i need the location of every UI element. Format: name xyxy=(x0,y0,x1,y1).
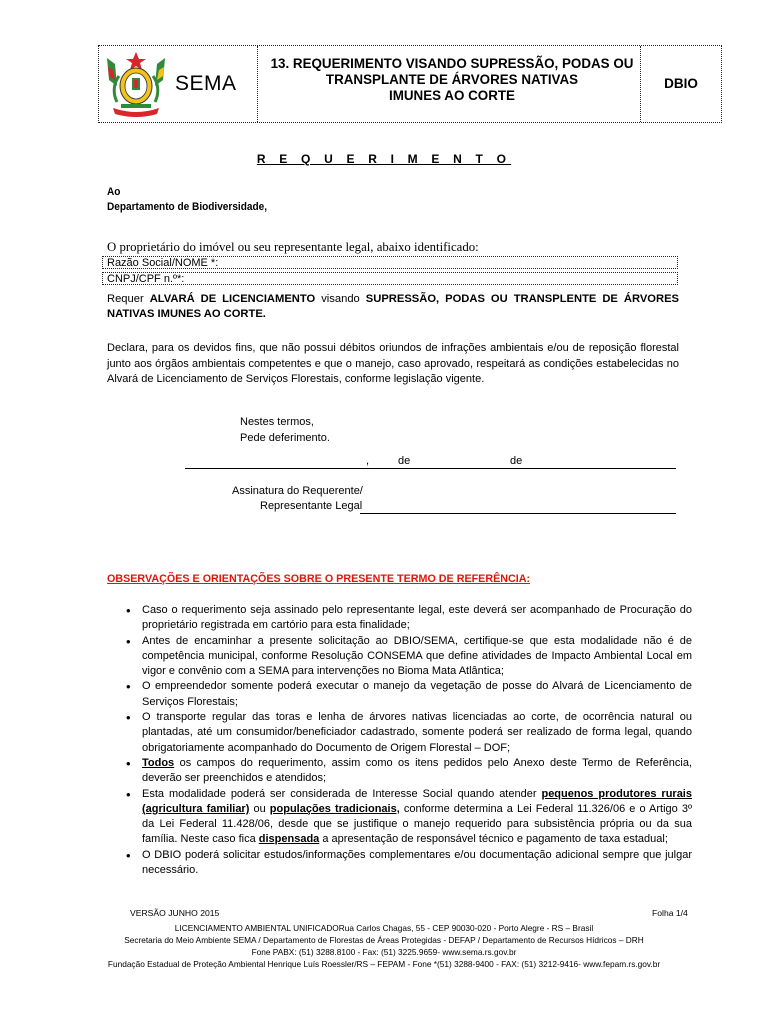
header-code-cell xyxy=(640,46,721,122)
closing-pede: Pede deferimento. xyxy=(240,432,330,444)
owner-intro: O proprietário do imóvel ou seu representante legal, abaixo identificado: xyxy=(107,240,479,254)
date-comma: , xyxy=(366,455,370,467)
signature-label-2: Representante Legal xyxy=(260,500,363,512)
list-item: • O transporte regular das toras e lenha de árvores nativas licenciadas ao corte, de ocorrência natural ou plantadas, até um consumidor/beneficiador cadastrado, somente poderá ser realizado de forma legal, quando obrigatoriamente acompanhado do Documento de Origem Florestal – DOF; xyxy=(128,710,692,756)
page-number: Folha 1/4 xyxy=(652,908,688,918)
date-de-1: de xyxy=(398,455,411,467)
footer-line-4: Fundação Estadual de Proteção Ambiental Henrique Luís Roessler/RS – FEPAM - Fone *(51) 3288-9400 - FAX: (51) 3212-9416- www.fepam.rs.gov.br xyxy=(107,959,661,969)
list-item: • O empreendedor somente poderá executar o manejo da vegetação de posse do Alvará de Licenciamento de Serviços Florestais; xyxy=(128,679,692,710)
b6-emphasis-3: dispensada xyxy=(258,833,320,846)
b5-rest: os campos do requerimento, assim como os itens pedidos pelo Anexo deste Termo de Referência, deverão ser preenchidos e atendidos; xyxy=(142,756,692,785)
addressee-ao: Ao xyxy=(107,186,121,198)
b6-emphasis-1: pequenos produtores rurais (agricultura familiar) xyxy=(142,787,692,815)
b6-g: a apresentação de responsável técnico e pagamento de taxa estadual; xyxy=(319,833,668,846)
form-code: DBIO xyxy=(664,76,698,91)
closing-nestes: Nestes termos, xyxy=(240,416,314,428)
b6-emphasis-2: populações tradicionais, xyxy=(269,802,400,815)
date-de-2: de xyxy=(510,455,523,467)
b6-e: conforme determina a Lei Federal 11.326/06 e o Artigo 3º da Lei Federal 11.428/06, desde que se justifique o manejo requerido para subsistência própria ou da sua família. Neste caso fica xyxy=(142,802,693,846)
org-name: SEMA xyxy=(175,72,237,95)
footer-line-3: Fone PABX: (51) 3288.8100 - Fax: (51) 3225.9659- www.sema.rs.gov.br xyxy=(251,947,517,957)
b6-a: Esta modalidade poderá ser considerada de Interesse Social quando atender xyxy=(142,787,542,800)
coat-of-arms-icon xyxy=(105,50,167,120)
header-logo-cell xyxy=(99,46,258,122)
document-header xyxy=(98,45,722,123)
request-pre: Requer xyxy=(107,293,150,305)
list-item xyxy=(128,756,692,787)
form-title xyxy=(259,56,645,104)
declaration-paragraph: Declara, para os devidos fins, que não possui débitos oriundos de infrações ambientais e/ou de reposição florestal junto aos órgãos ambientais competentes e que o manejo, caso aprovado, respeitará as condições estabelecidas no Alvará de Licenciamento de Serviços Florestais, conforme legislação vigente. xyxy=(107,342,679,385)
form-title-line-1: 13. REQUERIMENTO VISANDO SUPRESSÃO, PODAS OU xyxy=(270,56,634,71)
signature-label-1: Assinatura do Requerente/ xyxy=(232,485,363,497)
form-title-line-2: TRANSPLANTE DE ÁRVORES NATIVAS xyxy=(325,72,579,87)
footer-line-1: LICENCIAMENTO AMBIENTAL UNIFICADORua Carlos Chagas, 55 - CEP 90030-020 - Porto Alegre - RS – Brasil xyxy=(174,923,594,933)
form-title-line-3: IMUNES AO CORTE xyxy=(389,88,515,103)
cnpj-cpf-field[interactable]: CNPJ/CPF n.º*: xyxy=(102,272,678,285)
version-label: VERSÃO JUNHO 2015 xyxy=(130,908,220,918)
addressee xyxy=(107,185,267,215)
signature-line[interactable] xyxy=(360,513,676,514)
list-item: • O DBIO poderá solicitar estudos/informações complementares e/ou documentação adicional sempre que julgar necessário. xyxy=(128,848,692,879)
observations-title: OBSERVAÇÕES E ORIENTAÇÕES SOBRE O PRESENTE TERMO DE REFERÊNCIA: xyxy=(107,573,531,585)
todos-emphasis: Todos xyxy=(142,756,175,769)
addressee-department: Departamento de Biodiversidade, xyxy=(107,201,268,213)
list-item: • Antes de encaminhar a presente solicitação ao DBIO/SEMA, certifique-se que esta modalidade não é de competência municipal, conforme Resolução CONSEMA que define atividades de Impacto Ambiental Local em vigor e convênio com a SEMA para intervenções no Bioma Mata Atlântica; xyxy=(128,634,692,680)
date-line[interactable] xyxy=(185,468,676,469)
observations-list xyxy=(128,603,692,878)
request-bold-1: ALVARÁ DE LICENCIAMENTO xyxy=(149,293,316,305)
list-item: • Caso o requerimento seja assinado pelo representante legal, este deverá ser acompanhado de Procuração do proprietário registrada em cartório para esta finalidade; xyxy=(128,603,692,634)
list-item xyxy=(128,787,692,848)
b6-c: ou xyxy=(249,802,270,815)
name-field[interactable]: Razão Social/NOME *: xyxy=(102,256,678,269)
request-bold-2: SUPRESSÃO, PODAS OU TRANSPLENTE DE ÁRVORES NATIVAS IMUNES AO CORTE. xyxy=(107,293,680,320)
request-mid: visando xyxy=(315,293,366,305)
document-title: R E Q U E R I M E N T O xyxy=(256,152,512,166)
footer-line-2: Secretaria do Meio Ambiente SEMA / Departamento de Florestas de Áreas Protegidas - DEFAP / Departamento de Recursos Hídricos – DRH xyxy=(124,935,644,945)
request-paragraph xyxy=(107,292,679,322)
